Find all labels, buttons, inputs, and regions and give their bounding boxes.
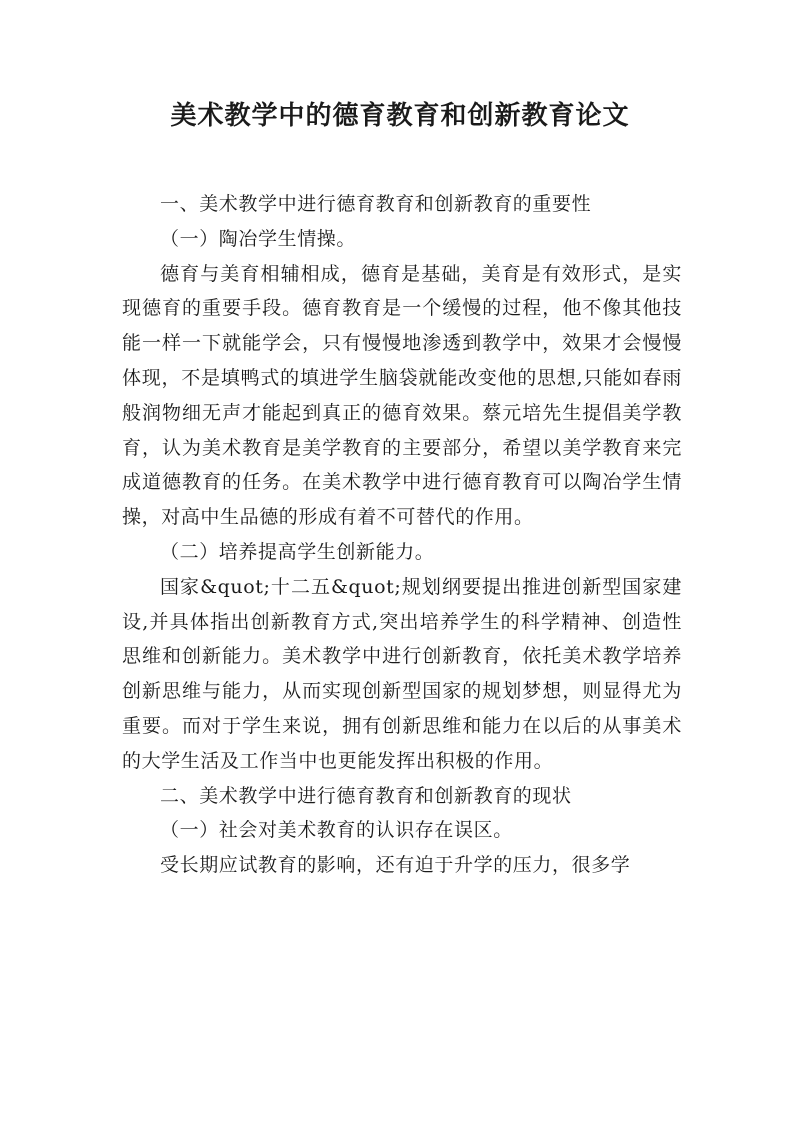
document-body [122, 187, 682, 883]
subsection-heading-1-2: （二）培养提高学生创新能力。 [160, 540, 435, 563]
subsection-heading-1-1: （一）陶冶学生情操。 [160, 227, 357, 250]
paragraph-1: 德育与美育相辅相成，德育是基础，美育是有效形式，是实现德育的重要手段。德育教育是一个缓慢的过程，他不像其他技能一样一下就能学会，只有慢慢地渗透到教学中，效果才会慢慢体现，不是填鸭式的填进学生脑袋就能改变他的思想,只能如春雨般润物细无声才能起到真正的德育效果。蔡元培先生提倡美学教育，认为美术教育是美学教育的主要部分，希望以美学教育来完成道德教育的任务。在美术教学中进行德育教育可以陶冶学生情操，对高中生品德的形成有着不可替代的作用。 [122, 262, 682, 529]
document-title: 美术教学中的德育教育和创新教育论文 [170, 101, 630, 131]
paragraph-3: 受长期应试教育的影响，还有迫于升学的压力，很多学 [160, 854, 631, 877]
section-heading-1: 一、美术教学中进行德育教育和创新教育的重要性 [160, 193, 592, 215]
section-heading-2: 二、美术教学中进行德育教育和创新教育的现状 [160, 784, 572, 807]
paragraph-2: 国家&quot;十二五&quot;规划纲要提出推进创新型国家建设,并具体指出创新教育方式,突出培养学生的科学精神、创造性思维和创新能力。美术教学中进行创新教育，依托美术教学培养创新思维与能力，从而实现创新型国家的规划梦想，则显得尤为重要。而对于学生来说，拥有创新思维和能力在以后的从事美术的大学生活及工作当中也更能发挥出积极的作用。 [122, 575, 682, 772]
subsection-heading-2-1: （一）社会对美术教育的认识存在误区。 [160, 819, 513, 842]
